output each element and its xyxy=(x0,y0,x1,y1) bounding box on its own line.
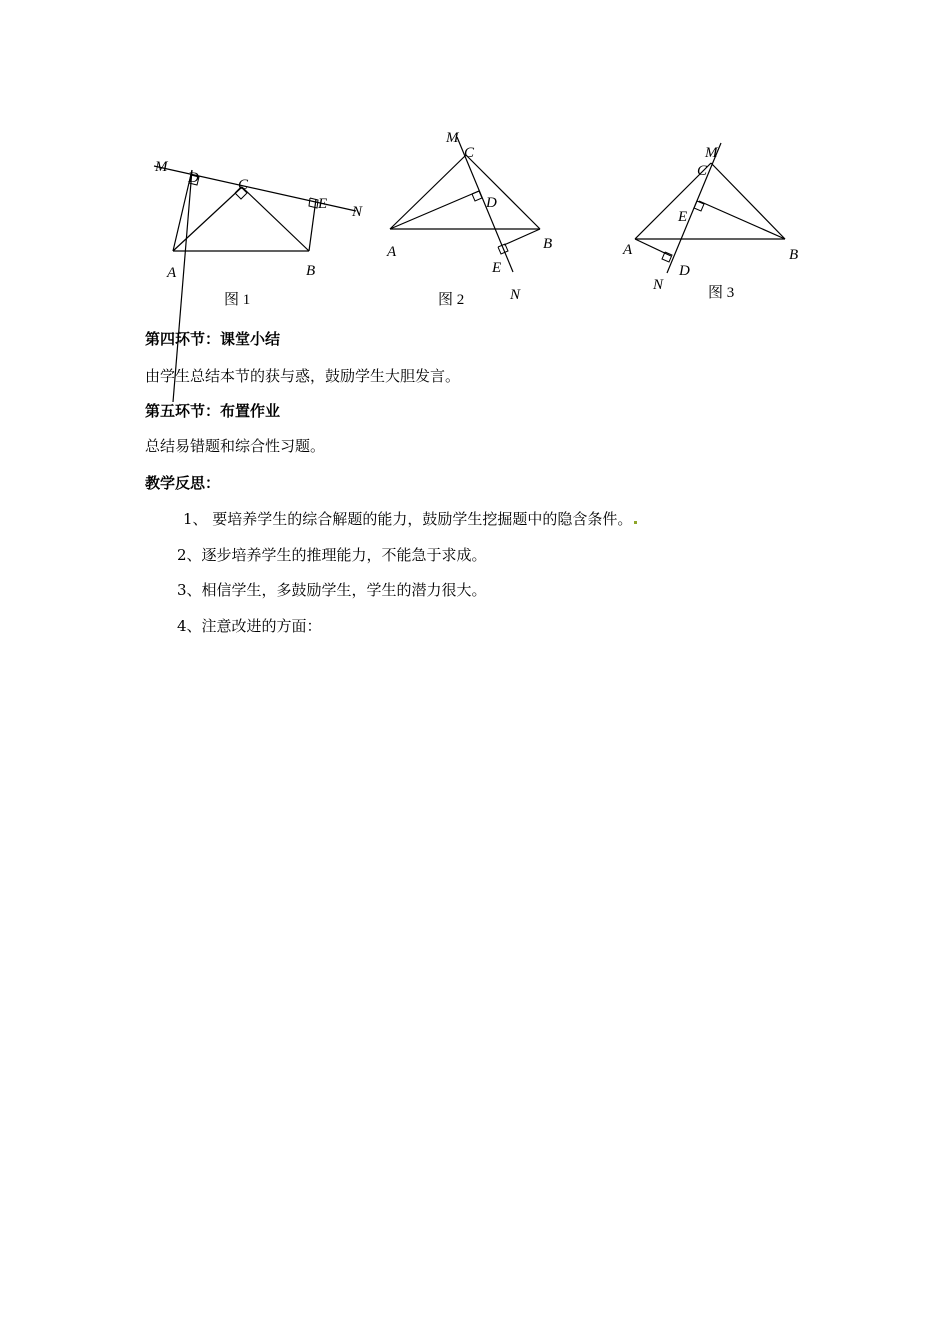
decorative-dot xyxy=(634,521,637,524)
label-B: B xyxy=(789,247,799,263)
label-D: D xyxy=(188,170,199,186)
figure-3-caption: 图 3 xyxy=(708,285,735,301)
reflection-item-3: 3、相信学生，多鼓励学生，学生的潜力很大。 xyxy=(177,581,487,599)
reflection-item-1 xyxy=(183,508,637,529)
label-E: E xyxy=(318,196,328,212)
label-C: C xyxy=(464,145,475,161)
label-A: A xyxy=(623,242,633,258)
label-N: N xyxy=(352,204,363,220)
label-C: C xyxy=(238,177,249,193)
section5-text xyxy=(145,435,325,456)
section5-heading: 第五环节：布置作业 xyxy=(145,402,281,420)
label-N: N xyxy=(653,277,664,293)
figure-1-caption: 图 1 xyxy=(224,292,251,308)
label-M: M xyxy=(446,130,459,146)
label-E: E xyxy=(492,260,502,276)
reflection-item-2: 2、逐步培养学生的推理能力，不能急于求成。 xyxy=(177,546,487,564)
label-D: D xyxy=(679,263,690,279)
label-B: B xyxy=(543,236,553,252)
label-E: E xyxy=(678,209,688,225)
label-M: M xyxy=(155,159,168,175)
label-D: D xyxy=(486,195,497,211)
section4-text: 由学生总结本节的获与惑，鼓励学生大胆发言。 xyxy=(145,367,461,385)
label-B: B xyxy=(306,263,316,279)
figure-3-diagram xyxy=(615,135,815,295)
reflection-heading: 教学反思： xyxy=(145,474,221,492)
label-A: A xyxy=(167,265,177,281)
reflection-item-1-text: 1、 要培养学生的综合解题的能力，鼓励学生挖掘题中的隐含条件。 xyxy=(183,510,633,528)
reflection-item-4: 4、注意改进的方面： xyxy=(177,617,322,635)
label-A: A xyxy=(387,244,397,260)
figure-1-diagram xyxy=(140,150,380,290)
label-C: C xyxy=(697,163,708,179)
section5-text-part-b: 错题和综合性习题。 xyxy=(190,437,326,455)
section5-text-part-a: 总结易 xyxy=(145,437,191,455)
figure-2-diagram xyxy=(380,125,560,305)
figure-2-caption: 图 2 xyxy=(438,292,465,308)
label-M: M xyxy=(705,145,718,161)
label-N: N xyxy=(510,287,521,303)
section4-heading: 第四环节：课堂小结 xyxy=(145,330,281,348)
